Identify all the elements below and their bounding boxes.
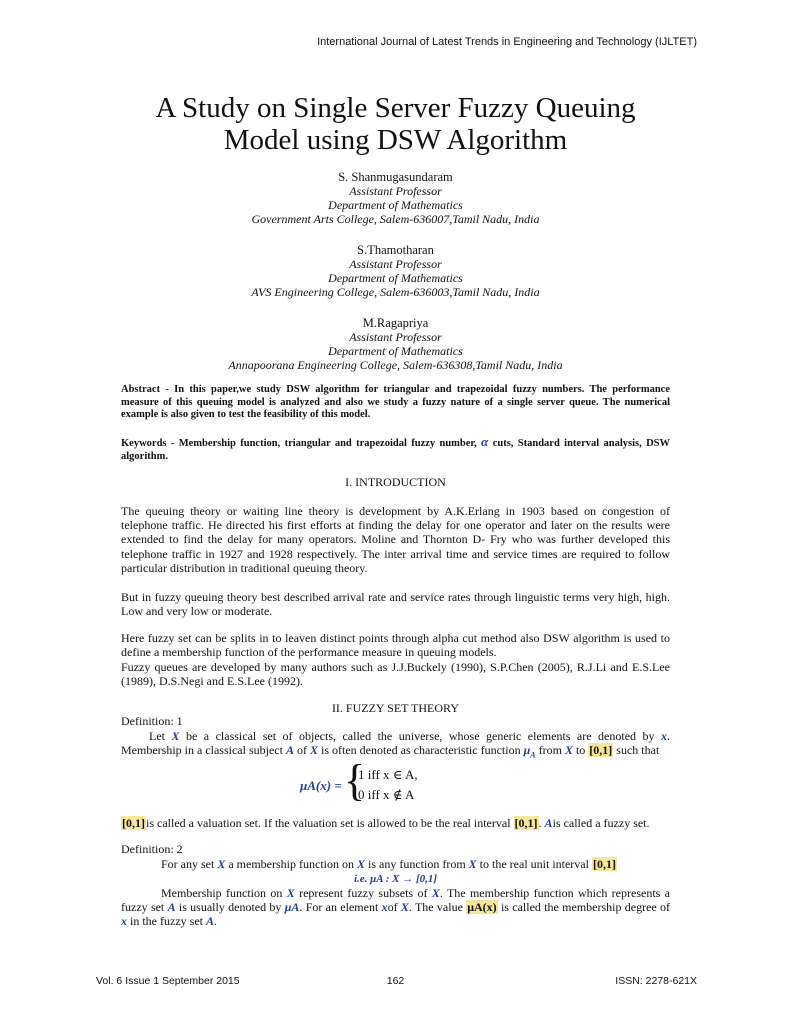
math-A: A <box>285 743 294 758</box>
math-X: X <box>431 886 440 900</box>
section-heading-introduction: I. INTRODUCTION <box>345 475 446 489</box>
author-name: M.Ragapriya <box>362 316 429 330</box>
author-block-2 <box>0 243 791 299</box>
math-X: X <box>286 886 295 900</box>
math-mu-A-x: μA(x) <box>467 900 497 915</box>
intro-paragraph-4: Fuzzy queues are developed by many authors such as J.J.Buckely (1990), S.P.Chen (2005), R.J.Li and E.S.Lee (1989), D.S.Negi and E.S.Lee (1992). <box>121 660 670 689</box>
math-X: X <box>400 900 409 915</box>
equation-case-1: 1 iff x ∈ A, <box>358 767 418 782</box>
valuation-set-text: [0,1]is called a valuation set. If the valuation set is allowed to be the real interval [0,1]. Ais called a fuzzy set. <box>122 816 650 830</box>
author-affiliation: AVS Engineering College, Salem-636003,Tamil Nadu, India <box>251 285 540 299</box>
membership-mapping: i.e. μA : X → [0,1] <box>353 873 438 885</box>
math-interval: [0,1] <box>514 816 538 830</box>
math-X: X <box>217 857 226 871</box>
definition-2-text: For any set X a membership function on X is any function from X to the real unit interval [0,1] <box>161 857 616 871</box>
math-interval: [0,1] <box>589 743 613 758</box>
footer-volume: Vol. 6 Issue 1 September 2015 <box>96 975 240 987</box>
author-affiliation: Government Arts College, Salem-636007,Tamil Nadu, India <box>251 212 540 226</box>
title-line-2: Model using DSW Algorithm <box>223 124 568 156</box>
footer-issn: ISSN: 2278-621X <box>615 975 697 987</box>
math-X: X <box>356 857 365 871</box>
math-mu-A: μA <box>284 900 300 915</box>
author-affiliation: Annapoorana Engineering College, Salem-636308,Tamil Nadu, India <box>228 358 563 372</box>
intro-paragraph-3: Here fuzzy set can be splits in to leaven distinct points through alpha cut method also DSW algorithm is used to define a membership function of the performance measure in queuing models. <box>121 631 670 660</box>
math-x: x <box>121 914 127 929</box>
author-block-3 <box>0 316 791 372</box>
paper-title <box>0 92 791 156</box>
definition-1-text: Let X be a classical set of objects, called the universe, whose generic elements are denoted by x. Membership in a classical subject A of X is often denoted as characteristic function $\mu_A$ from X to [0,1] such that <box>121 729 671 760</box>
equation-lhs: μA(x) = <box>300 778 342 793</box>
characteristic-function-equation <box>300 756 500 809</box>
author-dept: Department of Mathematics <box>328 271 463 285</box>
author-block-1 <box>0 170 791 226</box>
keywords-text-rest: cuts, Standard interval analysis, DSW algorithm. <box>121 438 671 462</box>
math-interval: [0,1] <box>122 816 145 830</box>
title-line-1: A Study on Single Server Fuzzy Queuing <box>155 92 636 124</box>
keywords <box>121 436 670 463</box>
author-name: S.Thamotharan <box>357 243 434 257</box>
alpha-symbol: α <box>481 434 489 449</box>
math-A: A <box>167 900 176 915</box>
keywords-text: Keywords - Membership function, triangular and trapezoidal fuzzy number, <box>121 438 477 449</box>
author-dept: Department of Mathematics <box>328 198 463 212</box>
math-X: X <box>564 743 573 758</box>
definition-2-label: Definition: 2 <box>121 842 183 856</box>
intro-paragraph-1: The queuing theory or waiting line theory is development by A.K.Erlang in 1903 based on congestion of telephone traffic. He directed his first efforts at finding the delay for one operator and later on the results were extended to find the delay for many operators. Moline and Thornton D- Fry who was further developed this telephone traffic in 1927 and 1928 respectively. The inter arrival time and service times are required to follow particular distribution in traditional queuing theory. <box>121 504 670 575</box>
author-name: S. Shanmugasundaram <box>338 170 453 184</box>
author-role: Assistant Professor <box>349 184 442 198</box>
math-A: A <box>544 816 553 830</box>
journal-header: International Journal of Latest Trends in Engineering and Technology (IJLTET) <box>317 36 697 48</box>
section-heading-fuzzy-set-theory: II. FUZZY SET THEORY <box>331 701 460 715</box>
math-X: X <box>309 743 318 758</box>
author-dept: Department of Mathematics <box>328 344 463 358</box>
footer-page-number: 162 <box>386 975 405 987</box>
math-X: X <box>468 857 477 871</box>
brace-icon: { <box>344 756 366 805</box>
math-interval: [0,1] <box>592 857 616 871</box>
math-x: x <box>661 729 668 743</box>
author-role: Assistant Professor <box>349 257 442 271</box>
math-X: X <box>171 729 180 743</box>
intro-paragraph-2: But in fuzzy queuing theory best described arrival rate and service rates through linguistic terms very high, high. Low and very low or moderate. <box>121 590 670 619</box>
equation-case-2: 0 iff x ∉ A <box>358 787 415 802</box>
definition-2-paragraph-2: Membership function on X represent fuzzy subsets of X. The membership function which represents a fuzzy set A is usually denoted by μA. For an element xof X. The value μA(x) is called the membership degree of x in the fuzzy set A. <box>121 886 671 929</box>
abstract: Abstract - In this paper,we study DSW algorithm for triangular and trapezoidal fuzzy numbers. The performance measure of this queuing model is analyzed and also we study a fuzzy nature of a single server queue. The numerical example is also given to test the feasibility of this model. <box>121 384 670 421</box>
definition-1-label: Definition: 1 <box>121 714 183 728</box>
math-x: x <box>381 900 388 915</box>
author-role: Assistant Professor <box>349 330 442 344</box>
math-A: A <box>205 914 214 929</box>
math-mu: $\mu_A$ <box>523 743 536 760</box>
